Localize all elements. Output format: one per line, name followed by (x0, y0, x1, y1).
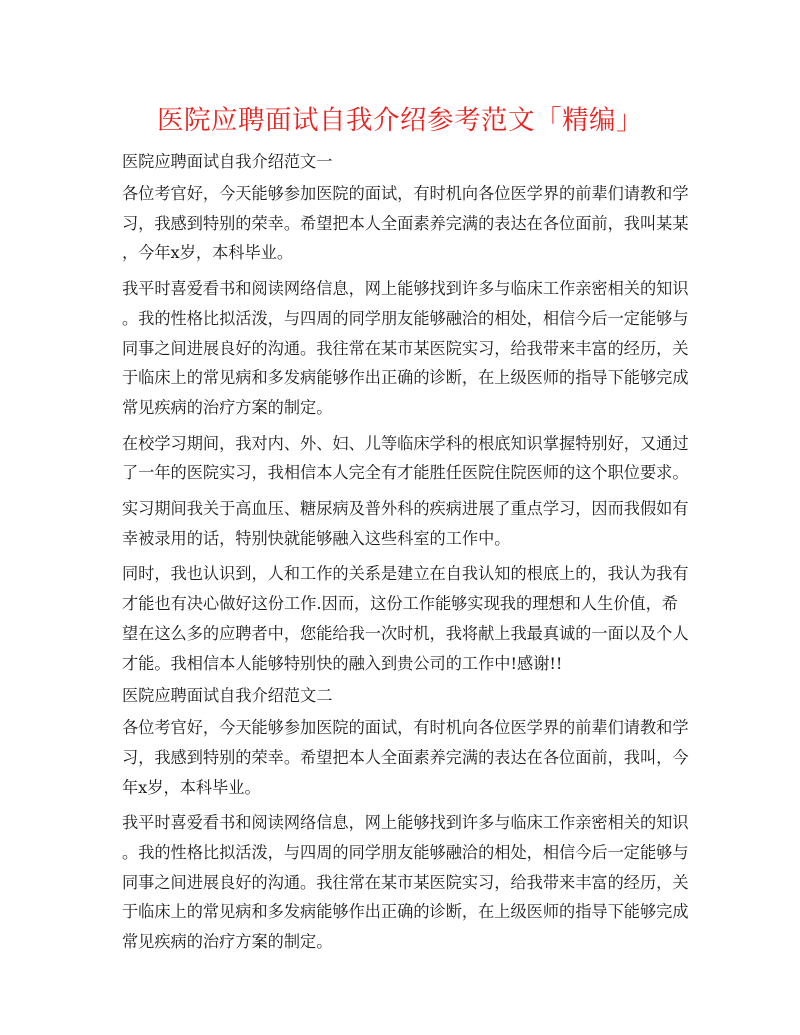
paragraph (122, 559, 689, 678)
paragraph (122, 274, 689, 423)
paragraph (122, 808, 689, 957)
text-line: 常见疾病的治疗方案的制定。 (122, 397, 333, 417)
text-line: 于临床上的常见病和多发病能够作出正确的诊断，在上级医师的指导下能够完成 (122, 902, 689, 922)
text-line: 年x岁，本科毕业。 (122, 777, 261, 797)
text-line: 习，我感到特别的荣幸。希望把本人全面素养完满的表达在各位面前，我叫，今 (122, 747, 689, 767)
text-line: 在校学习期间，我对内、外、妇、儿等临床学科的根底知识掌握特别好，又通过 (122, 433, 689, 453)
text-line: 各位考官好，今天能够参加医院的面试，有时机向各位医学界的前辈们请教和学 (122, 184, 689, 203)
text-line: 同时，我也认识到，人和工作的关系是建立在自我认知的根底上的，我认为我有 (122, 564, 689, 584)
paragraph (122, 494, 689, 553)
text-line: 了一年的医院实习，我相信本人完全有才能胜任医院住院医师的这个职位要求。 (122, 463, 689, 483)
text-line: 才能也有决心做好这份工作.因而，这份工作能够实现我的理想和人生价值，希 (122, 594, 678, 614)
section-heading: 医院应聘面试自我介绍范文二 (122, 686, 333, 706)
text-line: 。我的性格比拟活泼，与四周的同学朋友能够融洽的相处，相信今后一定能够与 (122, 843, 689, 863)
text-line: ，今年x岁，本科毕业。 (122, 243, 294, 263)
text-line: 我平时喜爱看书和阅读网络信息，网上能够找到许多与临床工作亲密相关的知识 (122, 813, 689, 833)
text-line: 各位考官好，今天能够参加医院的面试，有时机向各位医学界的前辈们请教和学 (122, 718, 689, 738)
text-line: 于临床上的常见病和多发病能够作出正确的诊断，在上级医师的指导下能够完成 (122, 368, 689, 388)
text-line: 习，我感到特别的荣幸。希望把本人全面素养完满的表达在各位面前，我叫某某 (122, 213, 689, 233)
text-line: 望在这么多的应聘者中，您能给我一次时机，我将献上我最真诚的一面以及个人 (122, 623, 689, 643)
text-line: 同事之间进展良好的沟通。我往常在某市某医院实习，给我带来丰富的经历，关 (122, 872, 689, 892)
text-line: 。我的性格比拟活泼，与四周的同学朋友能够融洽的相处，相信今后一定能够与 (122, 308, 689, 328)
document-page (122, 98, 689, 957)
document-title: 医院应聘面试自我介绍参考范文「精编」 (157, 105, 643, 136)
text-line: 才能。我相信本人能够特别快的融入到贵公司的工作中!感谢!! (122, 653, 563, 673)
text-line: 我平时喜爱看书和阅读网络信息，网上能够找到许多与临床工作亲密相关的知识 (122, 279, 689, 299)
text-line: 幸被录用的话，特别快就能够融入这些科室的工作中。 (122, 528, 511, 548)
text-line: 实习期间我关于高血压、糖尿病及普外科的疾病进展了重点学习，因而我假如有 (122, 499, 689, 519)
paragraph (122, 429, 689, 488)
section-1 (122, 144, 689, 678)
text-line: 常见疾病的治疗方案的制定。 (122, 932, 333, 952)
text-line: 同事之间进展良好的沟通。我往常在某市某医院实习，给我带来丰富的经历，关 (122, 338, 689, 358)
section-heading: 医院应聘面试自我介绍范文一 (122, 152, 333, 171)
paragraph (122, 179, 689, 268)
section-2 (122, 678, 689, 957)
paragraph (122, 713, 689, 802)
